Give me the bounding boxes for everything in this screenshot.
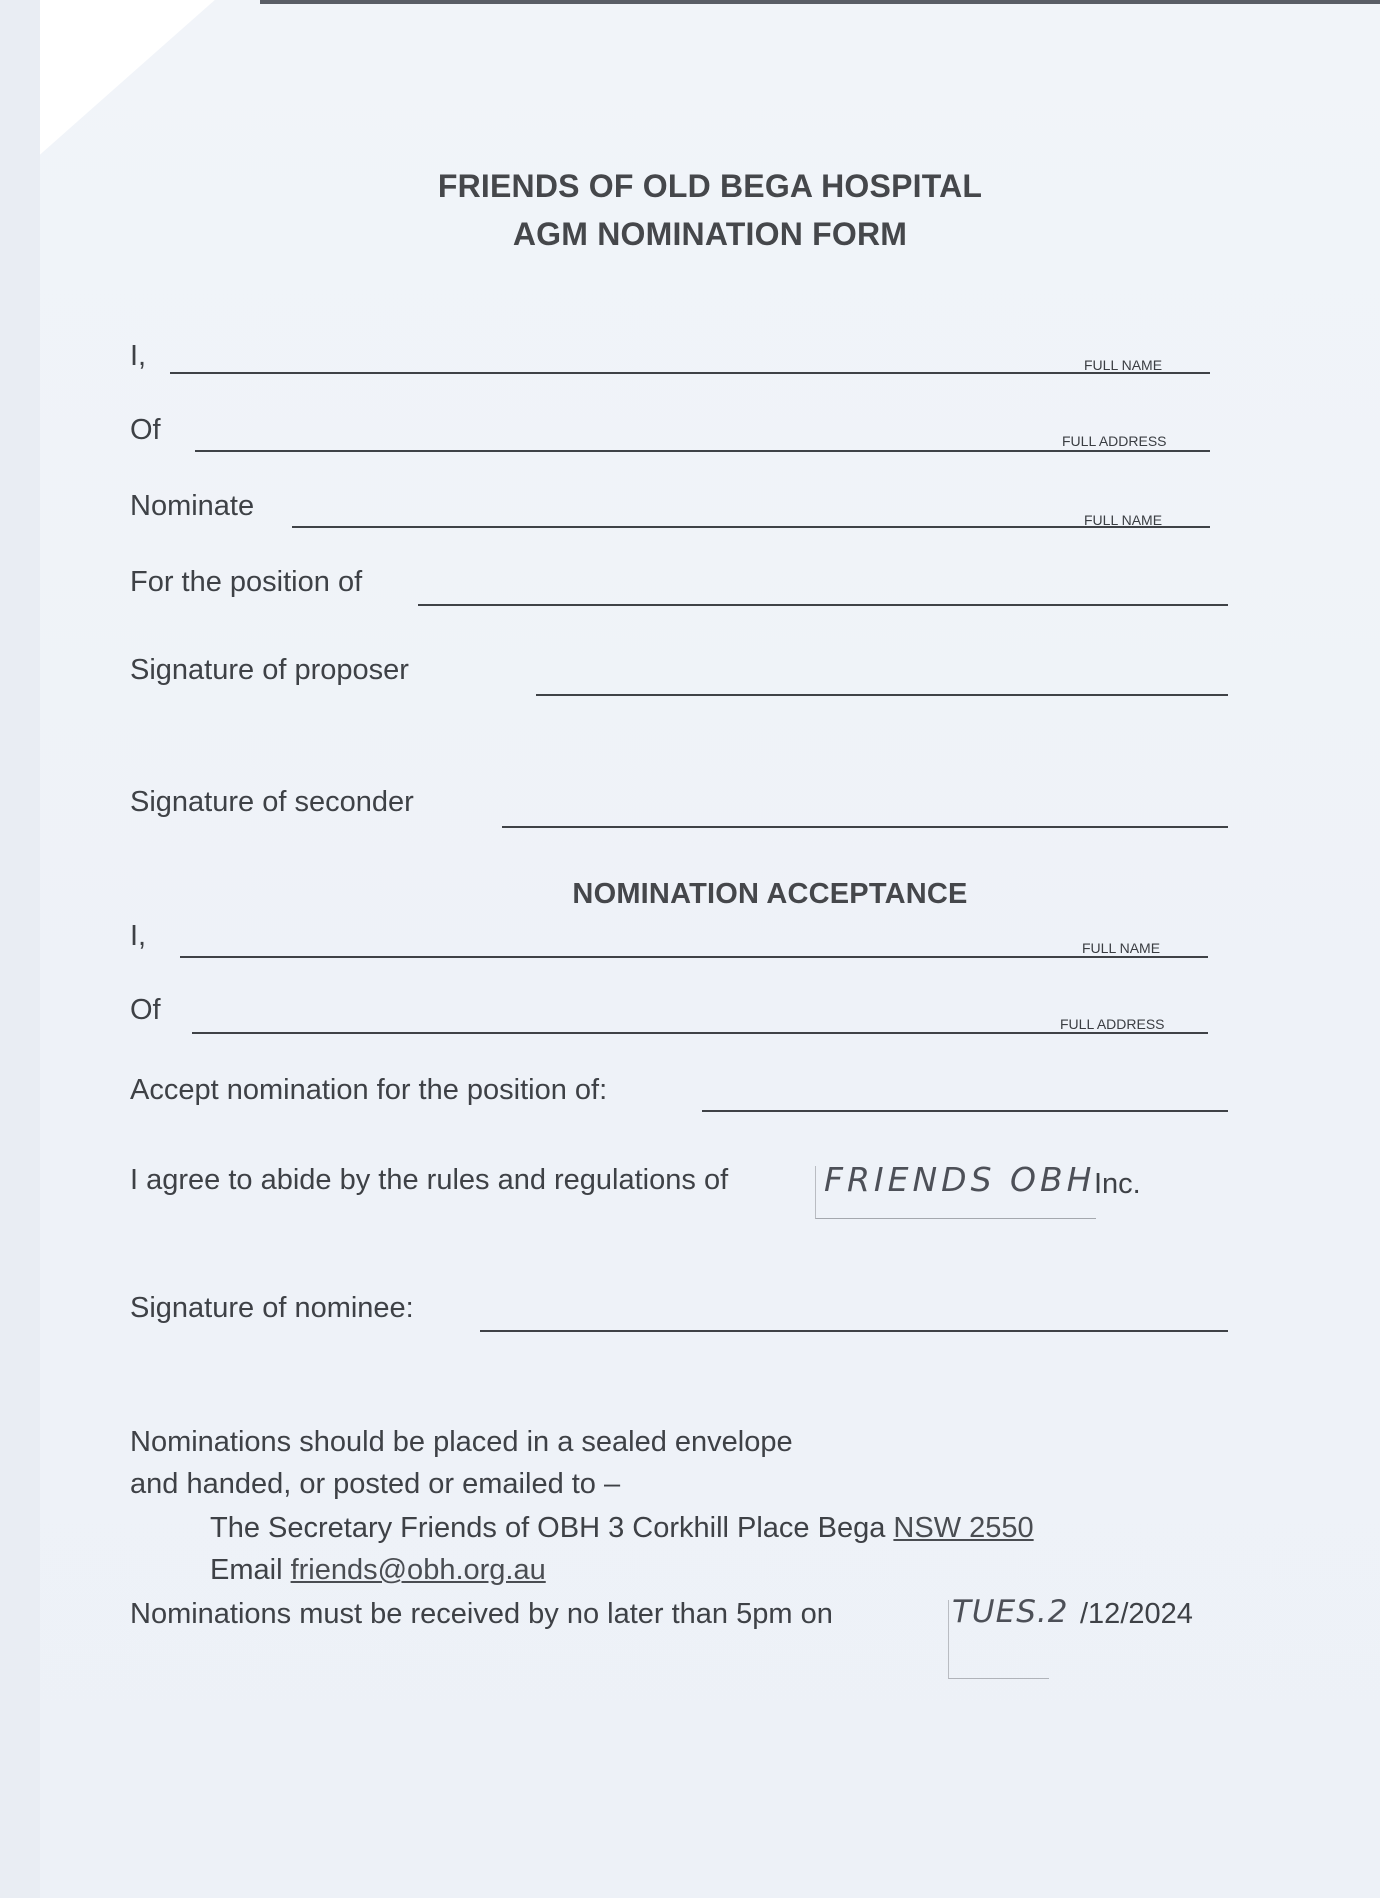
accept-full-name-hint: FULL NAME [1082,940,1161,956]
accept-full-address-hint: FULL ADDRESS [1060,1016,1165,1032]
email-row [210,1554,546,1587]
nominate-name-hint: FULL NAME [1084,512,1163,528]
i-label: I, [130,340,147,372]
nomination-form-page [40,0,1380,1898]
instructions-line2: and handed, or posted or emailed to – [130,1468,621,1500]
accept-position-line[interactable] [702,1110,1228,1112]
agree-suffix: Inc. [1094,1168,1141,1200]
full-name-line[interactable] [170,372,1210,374]
accept-full-name-line[interactable] [180,956,1208,958]
position-line[interactable] [418,604,1228,606]
nominee-label: Signature of nominee: [130,1292,414,1324]
email-label: Email [210,1554,283,1586]
secretary-address-text: The Secretary Friends of OBH 3 Corkhill Place Bega [210,1512,886,1544]
nominate-label: Nominate [130,490,255,522]
form-title: AGM NOMINATION FORM [512,216,908,252]
secretary-address [210,1512,1034,1545]
seconder-signature-line[interactable] [502,826,1228,828]
deadline-row [130,1598,833,1631]
full-name-hint: FULL NAME [1084,357,1163,373]
agree-handwritten: FRIENDS OBH [824,1160,1096,1199]
email-link[interactable]: friends@obh.org.au [290,1554,546,1586]
accept-i-label: I, [130,920,147,952]
deadline-suffix: /12/2024 [1080,1598,1193,1630]
instructions-line1: Nominations should be placed in a sealed envelope [130,1426,793,1458]
deadline-handwritten: TUES.2 [952,1594,1069,1630]
acceptance-heading: NOMINATION ACCEPTANCE [572,878,968,910]
scan-top-edge [260,0,1380,4]
accept-of-label: Of [130,994,161,1026]
proposer-signature-line[interactable] [536,694,1228,696]
nominee-signature-line[interactable] [480,1330,1228,1332]
position-label: For the position of [130,566,363,598]
org-title: FRIENDS OF OLD BEGA HOSPITAL [437,168,983,204]
full-address-line[interactable] [195,450,1210,452]
accept-position-label: Accept nomination for the position of: [130,1074,608,1106]
nominate-name-line[interactable] [292,526,1210,528]
deadline-prefix: Nominations must be received by no later than 5pm on [130,1598,833,1630]
full-address-hint: FULL ADDRESS [1062,433,1167,449]
agree-prefix: I agree to abide by the rules and regulations of [130,1164,729,1196]
postcode: NSW 2550 [893,1512,1034,1544]
seconder-label: Signature of seconder [130,786,414,818]
proposer-label: Signature of proposer [130,654,409,686]
accept-full-address-line[interactable] [192,1032,1208,1034]
of-label: Of [130,414,161,446]
